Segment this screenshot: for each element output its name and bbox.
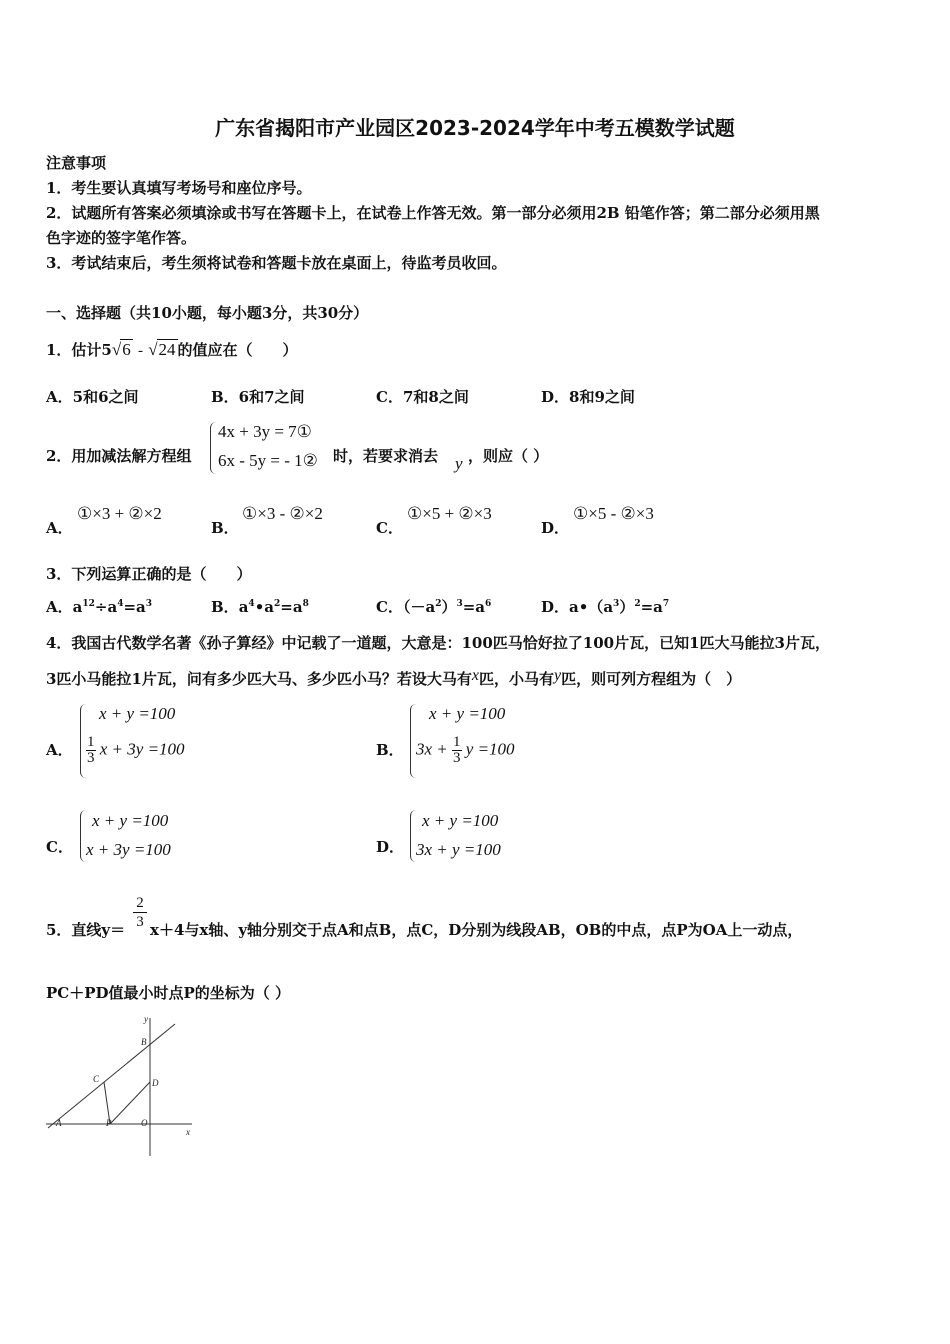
q2-label-c: C． — [376, 519, 403, 537]
q3-option-c[interactable]: C．$(-a^2)^3=a^6$ — [376, 598, 492, 616]
q4-line-1: 4．我国古代数学名著《孙子算经》中记载了一道题，大意是：100匹马恰好拉了100片瓦，已知1匹大马能拉3片瓦， — [46, 634, 830, 652]
q2-option-d[interactable]: ①×5 - ②×3 — [573, 504, 654, 523]
q4-b-eq1[interactable]: x + y =100 — [429, 704, 506, 723]
q2-equation-1: 4x + 3y = 7① — [218, 422, 312, 441]
label-d: D — [152, 1078, 159, 1088]
q1-option-c[interactable]: C．7和8之间 — [376, 388, 469, 406]
q1-prefix: 1．估计5 — [46, 341, 112, 359]
label-a: A — [56, 1118, 62, 1128]
q2-option-b[interactable]: ①×3 - ②×2 — [242, 504, 323, 523]
q2-brace — [210, 422, 217, 474]
q5-fraction: 2 3 — [133, 894, 147, 931]
q5-rest: x＋4与x轴、y轴分别交于点A和点B，点C，D分别为线段AB，OB的中点，点P为OA上一动点， — [150, 921, 803, 939]
label-o: O — [141, 1118, 148, 1128]
q4-c-eq2[interactable]: x + 3y =100 — [86, 840, 171, 859]
notice-item: 3．考试结束后，考生须将试卷和答题卡放在桌面上，待监考员收回。 — [46, 254, 507, 272]
label-x: x — [186, 1127, 190, 1137]
q2-var: y — [455, 454, 463, 473]
q4-d-eq1[interactable]: x + y =100 — [422, 811, 499, 830]
q1-option-a[interactable]: A．5和6之间 — [46, 388, 139, 406]
q1-option-b[interactable]: B．6和7之间 — [211, 388, 305, 406]
q2-label-b: B． — [211, 519, 239, 537]
line-ab — [48, 1024, 175, 1128]
q4-x: x — [471, 667, 479, 684]
q2-label-d: D． — [541, 519, 570, 537]
q3-stem: 3．下列运算正确的是（ ） — [46, 565, 252, 583]
q5-figure — [40, 1010, 200, 1160]
q2-option-a[interactable]: ①×3 + ②×2 — [77, 504, 162, 523]
notice-heading: 注意事项 — [46, 154, 107, 172]
q5-line-2: PC＋PD值最小时点P的坐标为（ ） — [46, 984, 291, 1002]
q4-y: y — [554, 667, 562, 684]
q3-label-c: C． — [376, 598, 403, 616]
q4-label-c: C． — [46, 838, 73, 856]
q4-a-eq1[interactable]: x + y =100 — [99, 704, 176, 723]
q4-a-eq2[interactable]: $\frac{1}{3}$ x + 3y =100 — [87, 734, 185, 766]
q2-equation-2: 6x - 5y = - 1② — [218, 451, 318, 470]
q4-label-a: A． — [46, 741, 73, 759]
section-heading: 一、选择题（共10小题，每小题3分，共30分） — [46, 304, 369, 322]
q1-minus: - — [137, 343, 143, 359]
notice-item: 1．考生要认真填写考场号和座位序号。 — [46, 179, 312, 197]
label-y: y — [144, 1014, 148, 1024]
label-c: C — [93, 1074, 100, 1084]
q2-option-c[interactable]: ①×5 + ②×3 — [407, 504, 492, 523]
q1-radicand-2: 24 — [158, 340, 176, 359]
q3-label-b: B． — [211, 598, 239, 616]
page-title: 广东省揭阳市产业园区2023-2024学年中考五模数学试题 — [215, 116, 735, 140]
q4-b-eq2[interactable]: 3x + $\frac{1}{3}$ y =100 — [416, 734, 515, 766]
q3-label-a: A． — [46, 598, 73, 616]
q1-suffix: 的值应在（ ） — [177, 341, 298, 359]
q3-option-a[interactable]: A．$a^{12}\div a^4=a^3$ — [46, 598, 153, 616]
q3-option-b[interactable]: B．$a^4•a^2=a^8$ — [211, 598, 309, 616]
q3-label-d: D． — [541, 598, 570, 616]
label-p: P — [106, 1118, 112, 1128]
question-1: 1．估计5√6 - √24 的值应在（ ） — [46, 340, 298, 359]
notice-item: 2．试题所有答案必须填涂或书写在答题卡上，在试卷上作答无效。第一部分必须用2B 铅笔作答；第二部分必须用黑 — [46, 204, 820, 222]
q4-label-b: B． — [376, 741, 404, 759]
q2-label-a: A． — [46, 519, 73, 537]
q5-prefix: 5．直线y＝ — [46, 921, 126, 939]
q3-option-d[interactable]: D．$a•(a^3)^2=a^7$ — [541, 598, 670, 616]
q4-line-2: 3匹小马能拉1片瓦，问有多少匹大马、多少匹小马？若设大马有x匹，小马有y匹，则可列方程组为（ ） — [46, 667, 742, 688]
q2-suffix: ，则应（ ） — [468, 447, 549, 465]
q2-prefix: 2．用加减法解方程组 — [46, 447, 192, 465]
notice-item: 色字迹的签字笔作答。 — [46, 229, 197, 247]
q2-mid: 时，若要求消去 — [333, 447, 439, 465]
q1-radicand-1: 6 — [122, 340, 131, 359]
q4-d-eq2[interactable]: 3x + y =100 — [416, 840, 501, 859]
q4-label-d: D． — [376, 838, 405, 856]
q1-option-d[interactable]: D．8和9之间 — [541, 388, 635, 406]
label-b: B — [141, 1037, 147, 1047]
q4-c-eq1[interactable]: x + y =100 — [92, 811, 169, 830]
